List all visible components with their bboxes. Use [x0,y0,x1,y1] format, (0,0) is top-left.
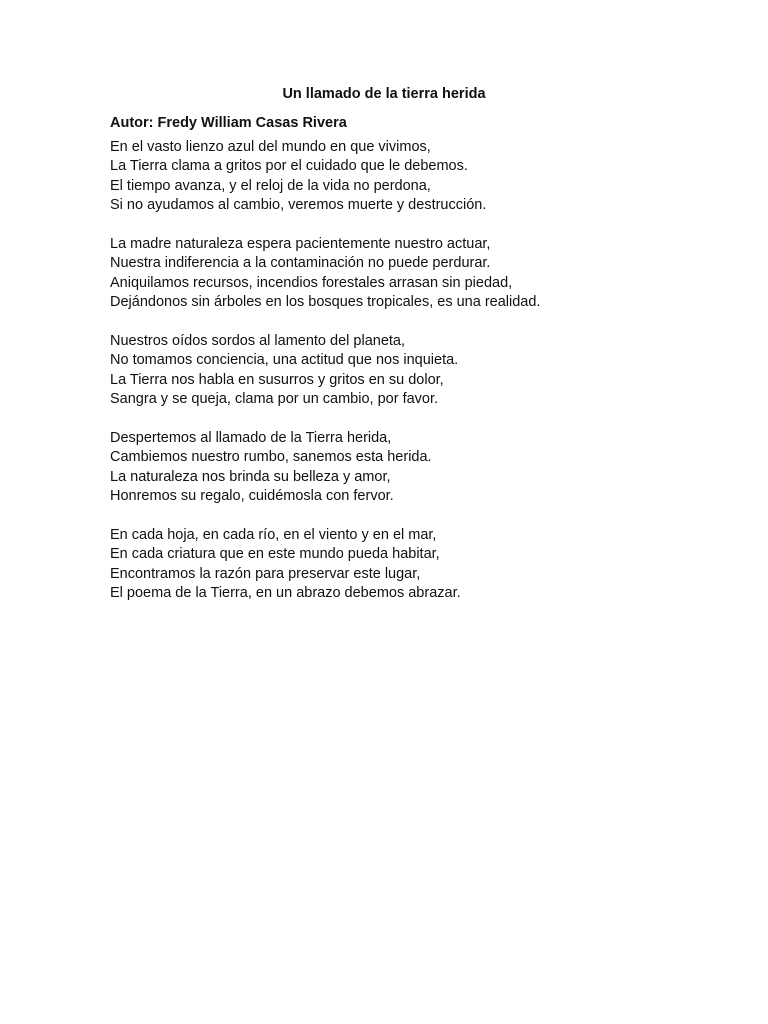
poem-line: No tomamos conciencia, una actitud que nos inquieta. [110,352,459,369]
poem-line: Encontramos la razón para preservar este lugar, [110,565,421,582]
poem-line: La Tierra nos habla en susurros y gritos en su dolor, [110,371,444,388]
poem-line: La naturaleza nos brinda su belleza y amor, [110,468,391,485]
poem-line: La madre naturaleza espera pacientemente nuestro actuar, [110,235,491,252]
poem-title: Un llamado de la tierra herida [282,86,486,102]
poem-line: Cambiemos nuestro rumbo, sanemos esta herida. [110,449,432,466]
stanza-2 [110,235,730,313]
stanza-4 [110,429,730,507]
poem-line: En el vasto lienzo azul del mundo en que vivimos, [110,139,431,155]
poem-author: Autor: Fredy William Casas Rivera [110,115,347,131]
poem-line: En cada hoja, en cada río, en el viento y en el mar, [110,526,437,543]
poem-line: Nuestra indiferencia a la contaminación no puede perdurar. [110,255,491,272]
poem-body [110,138,730,623]
poem-line: El poema de la Tierra, en un abrazo debemos abrazar. [110,584,461,601]
poem-line: Si no ayudamos al cambio, veremos muerte y destrucción. [110,197,487,214]
poem-line: Nuestros oídos sordos al lamento del planeta, [110,332,406,349]
poem-line: El tiempo avanza, y el reloj de la vida no perdona, [110,177,431,194]
stanza-3 [110,332,730,410]
poem-line: En cada criatura que en este mundo pueda habitar, [110,546,440,563]
poem-line: La Tierra clama a gritos por el cuidado que le debemos. [110,158,468,175]
poem-line: Despertemos al llamado de la Tierra herida, [110,429,392,446]
stanza-1 [110,138,730,216]
poem-line: Sangra y se queja, clama por un cambio, por favor. [110,391,439,408]
poem-line: Aniquilamos recursos, incendios forestales arrasan sin piedad, [110,274,513,291]
poem-line: Honremos su regalo, cuidémosla con fervor. [110,488,394,505]
stanza-5 [110,526,730,604]
poem-line: Dejándonos sin árboles en los bosques tropicales, es una realidad. [110,294,541,311]
